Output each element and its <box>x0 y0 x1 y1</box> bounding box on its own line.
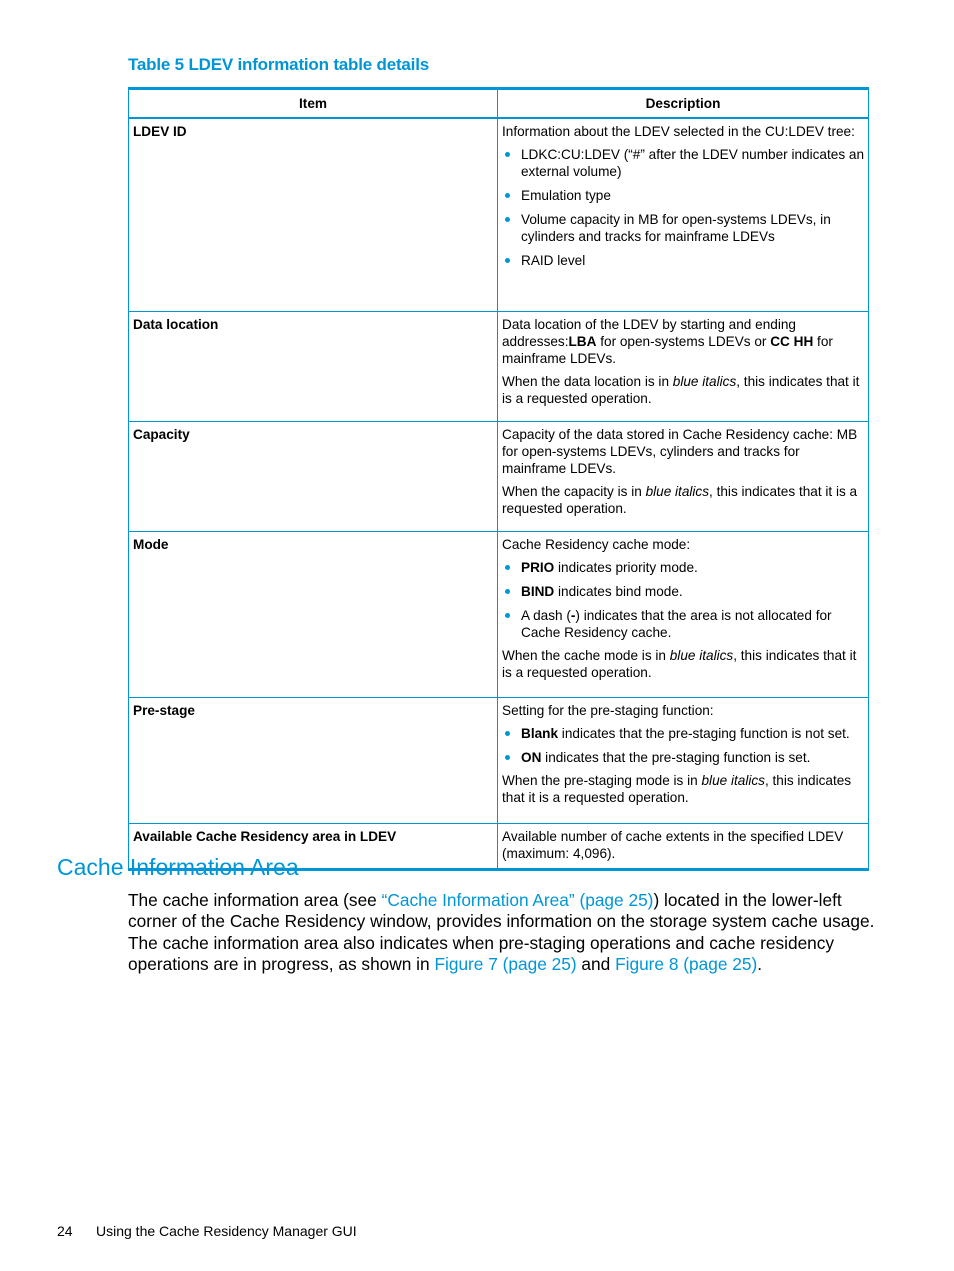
bullet-icon <box>505 589 510 594</box>
list-item: Emulation type <box>502 187 864 204</box>
table-row <box>129 531 869 697</box>
desc-paragraph: When the capacity is in blue italics, this indicates that it is a requested operation. <box>502 483 858 516</box>
table-caption: Table 5 LDEV information table details <box>128 55 429 74</box>
desc-intro: Setting for the pre-staging function: <box>502 702 714 718</box>
list-item: A dash (-) indicates that the area is not allocated for Cache Residency cache. <box>502 607 864 641</box>
bullet-icon <box>505 565 510 570</box>
row-desc-available: Available number of cache extents in the specified LDEV (maximum: 4,096). <box>498 823 869 869</box>
list-item: BIND indicates bind mode. <box>502 583 864 600</box>
row-desc-ldev-id <box>498 118 869 311</box>
row-item-capacity: Capacity <box>129 421 498 531</box>
bullet-icon <box>505 755 510 760</box>
section-paragraph: The cache information area (see “Cache Information Area” (page 25)) located in the lower-left corner of the Cache Residency window, provides information on the storage system cache usage. The cache information area also indicates when pre-staging operations and cache residency operations are in progress, as shown in Figure 7 (page 25) and Figure 8 (page 25). <box>128 890 875 974</box>
page-footer <box>57 1223 357 1239</box>
list-item: RAID level <box>502 252 864 269</box>
bullet-icon <box>505 731 510 736</box>
bullet-list <box>502 725 864 766</box>
table-row <box>129 311 869 421</box>
table-row <box>129 118 869 311</box>
row-item-data-location: Data location <box>129 311 498 421</box>
row-desc-pre-stage <box>498 697 869 823</box>
page-number: 24 <box>57 1223 73 1239</box>
row-item-ldev-id: LDEV ID <box>129 118 498 311</box>
desc-intro: Cache Residency cache mode: <box>502 536 691 552</box>
bullet-icon <box>505 193 510 198</box>
table-row <box>129 421 869 531</box>
row-item-available: Available Cache Residency area in LDEV <box>129 823 498 869</box>
row-item-pre-stage: Pre-stage <box>129 697 498 823</box>
row-desc-capacity <box>498 421 869 531</box>
row-desc-data-location <box>498 311 869 421</box>
bullet-icon <box>505 217 510 222</box>
bullet-list <box>502 559 864 641</box>
table-row <box>129 697 869 823</box>
ldev-info-table <box>128 87 869 871</box>
column-header-item: Item <box>129 89 498 119</box>
bullet-icon <box>505 152 510 157</box>
list-item: PRIO indicates priority mode. <box>502 559 864 576</box>
desc-paragraph: When the pre-staging mode is in blue italics, this indicates that it is a requested operation. <box>502 772 852 805</box>
bullet-icon <box>505 258 510 263</box>
list-item: LDKC:CU:LDEV (“#” after the LDEV number indicates an external volume) <box>502 146 864 180</box>
xref-cache-information-area-link[interactable]: “Cache Information Area” (page 25) <box>381 890 654 910</box>
column-header-description: Description <box>498 89 869 119</box>
footer-title: Using the Cache Residency Manager GUI <box>96 1223 357 1239</box>
bullet-icon <box>505 613 510 618</box>
desc-paragraph: Capacity of the data stored in Cache Residency cache: MB for open-systems LDEVs, cylinders and tracks for mainframe LDEVs. <box>502 426 858 476</box>
bullet-list <box>502 146 864 269</box>
desc-paragraph: When the data location is in blue italics, this indicates that it is a requested operation. <box>502 373 860 406</box>
section-heading: Cache Information Area <box>57 854 299 880</box>
list-item: Volume capacity in MB for open-systems LDEVs, in cylinders and tracks for mainframe LDEVs <box>502 211 864 245</box>
xref-figure-7-link[interactable]: Figure 7 (page 25) <box>434 953 577 974</box>
desc-intro: Information about the LDEV selected in the CU:LDEV tree: <box>502 124 855 139</box>
desc-paragraph: Data location of the LDEV by starting and ending addresses:LBA for open-systems LDEVs or CC HH for mainframe LDEVs. <box>502 316 833 366</box>
xref-figure-8-link[interactable]: Figure 8 (page 25) <box>615 953 758 974</box>
table-header-row <box>129 89 869 119</box>
list-item: Blank indicates that the pre-staging function is not set. <box>502 725 864 742</box>
list-item: ON indicates that the pre-staging function is set. <box>502 749 864 766</box>
row-item-mode: Mode <box>129 531 498 697</box>
row-desc-mode <box>498 531 869 697</box>
desc-paragraph: When the cache mode is in blue italics, this indicates that it is a requested operation. <box>502 647 857 680</box>
